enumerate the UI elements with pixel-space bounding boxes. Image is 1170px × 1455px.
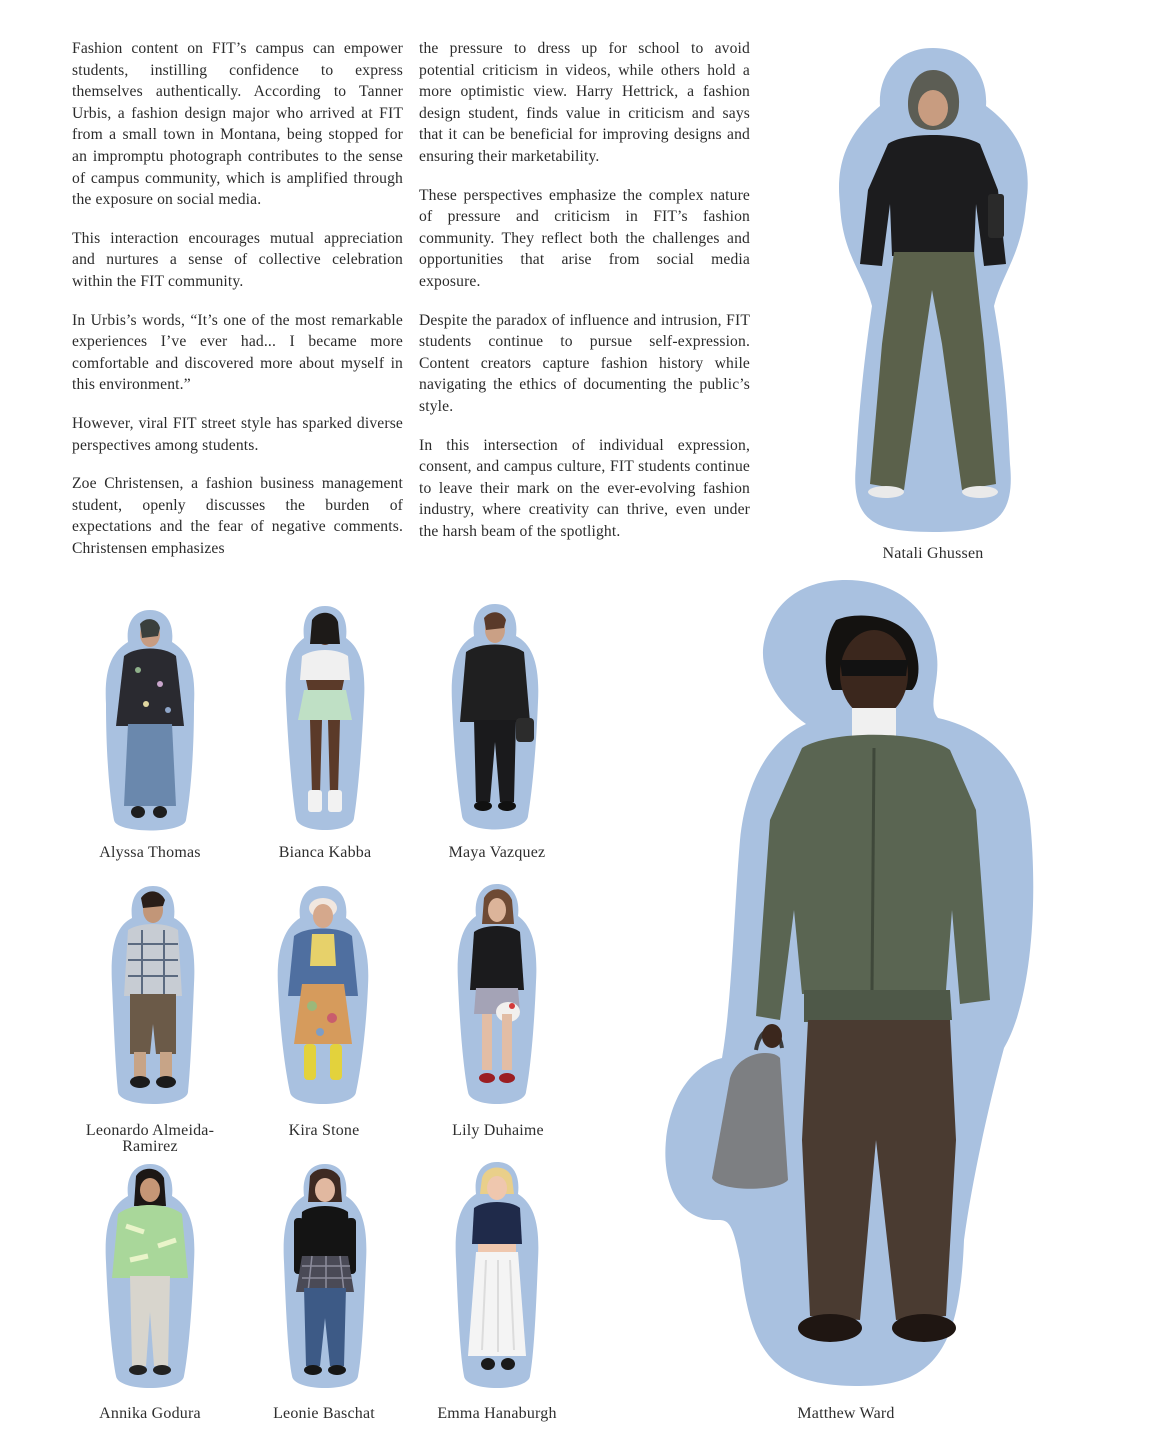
portrait-alyssa-thomas: [104, 608, 196, 836]
portrait-photo: [276, 884, 370, 1110]
caption-matthew-ward: Matthew Ward: [797, 1405, 895, 1422]
portrait-natali-ghussen: [838, 44, 1028, 534]
portrait-photo: [838, 44, 1028, 534]
portrait-annika-godura: [104, 1162, 196, 1394]
portrait-photo: [108, 884, 198, 1110]
caption-alyssa-thomas: Alyssa Thomas: [99, 844, 201, 861]
portrait-leonardo-almeida-ramirez: [108, 884, 198, 1110]
caption-leonie-baschat: Leonie Baschat: [273, 1405, 375, 1422]
portrait-matthew-ward: [660, 580, 1040, 1390]
caption-lily-duhaime: Lily Duhaime: [452, 1122, 544, 1139]
portrait-photo: [280, 604, 370, 836]
portrait-maya-vazquez: [450, 602, 540, 836]
portrait-lily-duhaime: [454, 882, 540, 1110]
portrait-photo: [104, 608, 196, 836]
article-column-left: [72, 38, 403, 576]
portrait-leonie-baschat: [280, 1162, 370, 1394]
portrait-emma-hanaburgh: [452, 1160, 542, 1394]
portrait-photo: [454, 882, 540, 1110]
caption-kira-stone: Kira Stone: [288, 1122, 360, 1139]
article-paragraph: In Urbis’s words, “It’s one of the most remarkable experiences I’ve ever had... I became more comfortable and discovered more about myself in this environment.”: [72, 311, 403, 394]
caption-annika-godura: Annika Godura: [99, 1405, 201, 1422]
article-paragraph: Despite the paradox of influence and intrusion, FIT students continue to pursue self-expression. Content creators capture fashion history while navigating the ethics of documenting the public’s style.: [419, 311, 750, 415]
caption-emma-hanaburgh: Emma Hanaburgh: [437, 1405, 557, 1422]
article-paragraph: This interaction encourages mutual appreciation and nurtures a sense of collective celebration within the FIT community.: [72, 229, 403, 290]
article-paragraph: Fashion content on FIT’s campus can empower students, instilling confidence to express themselves authentically. According to Tanner Urbis, a fashion design major who arrived at FIT from a small town in Montana, being stopped for an impromptu photograph contributes to the sense of campus community, which is amplified through the exposure on social media.: [72, 40, 403, 209]
article-paragraph: However, viral FIT street style has sparked diverse perspectives among students.: [72, 414, 403, 454]
portrait-photo: [450, 602, 540, 836]
portrait-kira-stone: [276, 884, 370, 1110]
portrait-photo: [660, 580, 1040, 1390]
portrait-photo: [452, 1160, 542, 1394]
article-paragraph: In this intersection of individual expression, consent, and campus culture, FIT students continue to leave their mark on the ever-evolving fashion industry, where creativity can thrive, even under the harsh beam of the spotlight.: [419, 436, 750, 540]
portrait-photo: [104, 1162, 196, 1394]
article-column-right: [419, 38, 750, 559]
caption-leonardo-almeida-ramirez: Leonardo Almeida-Ramirez: [85, 1122, 215, 1155]
caption-maya-vazquez: Maya Vazquez: [448, 844, 546, 861]
portrait-bianca-kabba: [280, 604, 370, 836]
caption-bianca-kabba: Bianca Kabba: [278, 844, 372, 861]
caption-natali-ghussen: Natali Ghussen: [882, 545, 984, 562]
portrait-photo: [280, 1162, 370, 1394]
article-paragraph: the pressure to dress up for school to avoid potential criticism in videos, while others hold a more optimistic view. Harry Hettrick, a fashion design student, finds value in criticism and says that it can be beneficial for improving designs and ensuring their marketability.: [419, 40, 750, 165]
article-paragraph: Zoe Christensen, a fashion business management student, openly discusses the burden of expectations and the fear of negative comments. Christensen emphasizes: [72, 475, 403, 557]
article-paragraph: These perspectives emphasize the complex nature of pressure and criticism in FIT’s fashion community. They reflect both the challenges and opportunities that arise from social media exposure.: [419, 186, 750, 290]
